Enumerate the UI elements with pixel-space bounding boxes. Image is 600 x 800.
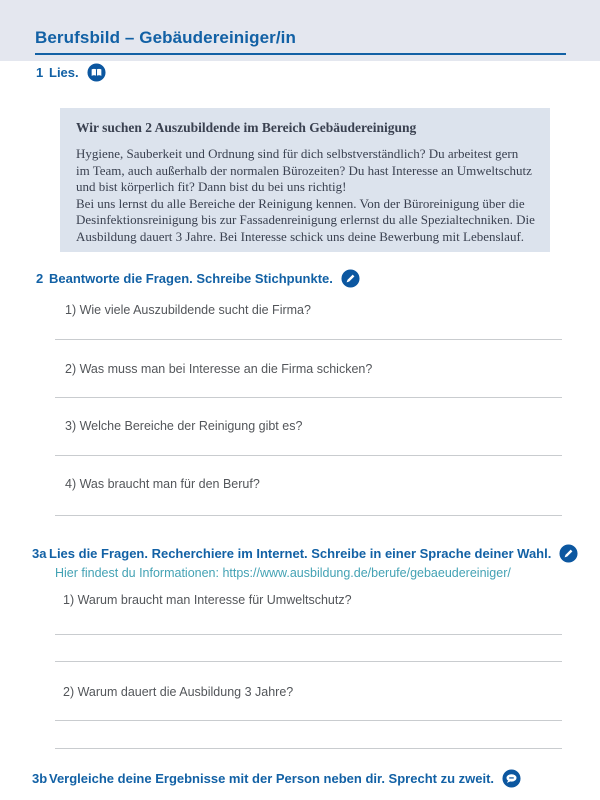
task-1-heading: [36, 63, 106, 82]
info-hint-text: Hier findest du Informationen:: [55, 566, 223, 580]
job-ad-title: Wir suchen 2 Auszubildende im Bereich Gebäudereinigung: [76, 120, 417, 135]
answer-line: [55, 661, 562, 662]
task2-question-2: 2) Was muss man bei Interesse an die Firma schicken?: [65, 362, 373, 376]
answer-line: [55, 748, 562, 749]
info-hint-url[interactable]: https://www.ausbildung.de/berufe/gebaeudereiniger/: [222, 566, 511, 580]
job-ad-paragraph-2: Bei uns lernst du alle Bereiche der Reinigung kennen. Von der Büroreinigung über die Desinfektionsreinigung bis zur Fassadenreinigung erlernst du alle Spezialtechniken. Die Ausbildung dauert 3 Jahre. Bei Interesse schick uns deine Bewerbung mit Lebenslauf.: [76, 195, 535, 244]
task-3a-number: 3a: [32, 546, 47, 561]
answer-line: [55, 515, 562, 516]
answer-line: [55, 720, 562, 721]
speech-bubble-icon: [502, 769, 521, 788]
job-ad-box: [60, 108, 550, 252]
task-3a-heading: [32, 544, 578, 563]
task3a-question-1: 1) Warum braucht man Interesse für Umweltschutz?: [63, 593, 352, 607]
task2-question-4: 4) Was braucht man für den Beruf?: [65, 477, 260, 491]
task-1-number: 1: [36, 65, 44, 80]
task-2-number: 2: [36, 271, 44, 286]
task-3b-number: 3b: [32, 771, 48, 786]
open-book-icon: [87, 63, 106, 82]
task-1-label: Lies.: [49, 65, 79, 80]
answer-line: [55, 397, 562, 398]
task2-question-3: 3) Welche Bereiche der Reinigung gibt es?: [65, 419, 303, 433]
task3a-question-2: 2) Warum dauert die Ausbildung 3 Jahre?: [63, 685, 294, 699]
page-title: Berufsbild – Gebäudereiniger/in: [35, 28, 296, 47]
task-3b-heading: [32, 769, 521, 788]
title-underline: [35, 53, 566, 55]
pencil-icon: [559, 544, 578, 563]
task-2-heading: [36, 269, 360, 288]
task-3a-label: Lies die Fragen. Recherchiere im Internet. Schreibe in einer Sprache deiner Wahl.: [49, 546, 552, 561]
task-3b-label: Vergleiche deine Ergebnisse mit der Person neben dir. Sprecht zu zweit.: [49, 771, 495, 786]
task-2-label: Beantworte die Fragen. Schreibe Stichpunkte.: [49, 271, 333, 286]
job-ad-paragraph-1: Hygiene, Sauberkeit und Ordnung sind für dich selbstverständlich? Du arbeitest gern im Team, auch außerhalb der normalen Bürozeiten? Du hast Interesse an Umweltschutz und bist körperlich fit? Dann bist du bei uns richtig!: [76, 146, 532, 194]
info-hint: [55, 566, 511, 580]
answer-line: [55, 455, 562, 456]
pencil-icon: [341, 269, 360, 288]
answer-line: [55, 339, 562, 340]
answer-line: [55, 634, 562, 635]
task2-question-1: 1) Wie viele Auszubildende sucht die Firma?: [65, 303, 311, 317]
